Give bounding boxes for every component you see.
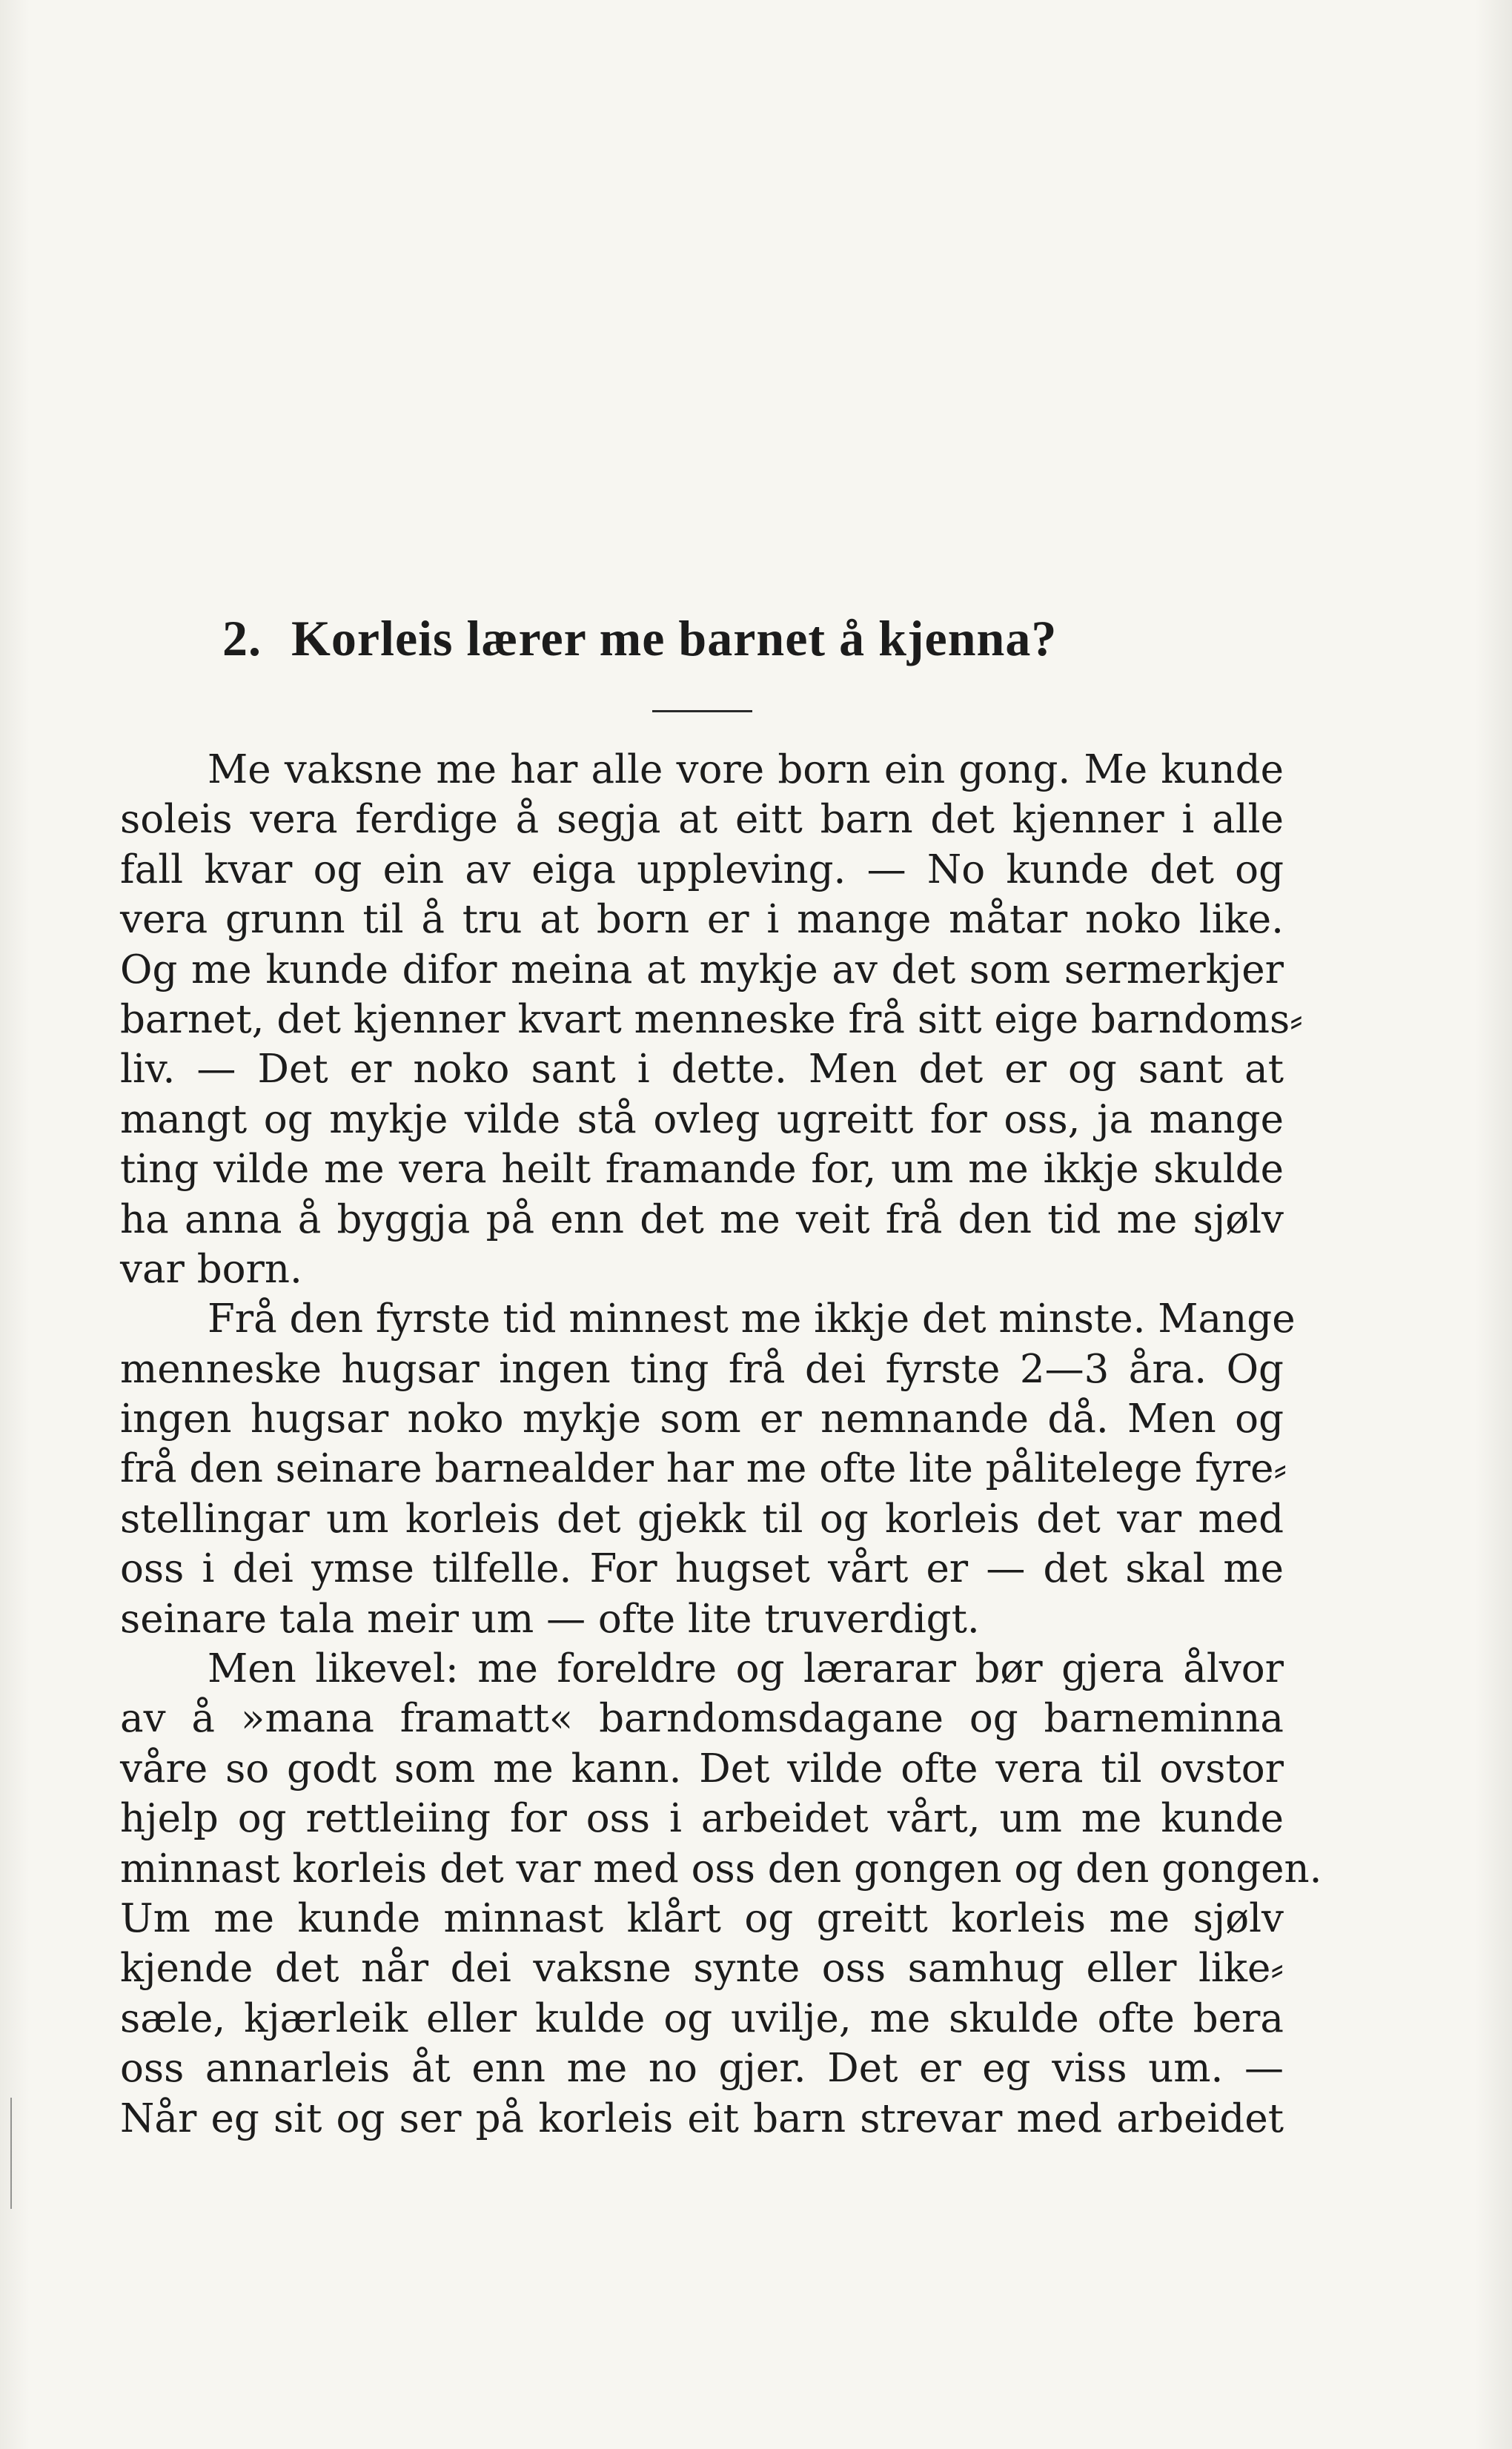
paragraph-3	[120, 1644, 1322, 2144]
text-line: ingen hugsar noko mykje som er nemnande då. Men og	[120, 1396, 1284, 1442]
text-line: Og me kunde difor meina at mykje av det som sermerkjer	[120, 947, 1284, 992]
text-line: Frå den fyrste tid minnest me ikkje det minste. Mange	[208, 1296, 1296, 1342]
text-line: frå den seinare barnealder har me ofte lite pålitelege fyre⸗	[120, 1446, 1287, 1492]
text-line: kjende det når dei vaksne synte oss samhug eller like⸗	[120, 1946, 1284, 1992]
text-line: stellingar um korleis det gjekk til og korleis det var med	[120, 1496, 1284, 1542]
text-line: av å »mana framatt« barndomsdagane og barneminna	[120, 1696, 1284, 1742]
text-line: oss i dei ymse tilfelle. For hugset vårt er — det skal me	[120, 1546, 1284, 1592]
text-line: ha anna å byggja på enn det me veit frå den tid me sjølv	[120, 1196, 1284, 1242]
scan-edge-mark	[10, 2098, 12, 2209]
text-line: Um me kunde minnast klårt og greitt korleis me sjølv	[120, 1895, 1284, 1941]
text-line: Når eg sit og ser på korleis eit barn strevar med arbeidet	[120, 2095, 1284, 2141]
text-line: vera grunn til å tru at born er i mange måtar noko like.	[120, 897, 1284, 943]
text-line: hjelp og rettleiing for oss i arbeidet vårt, um me kunde	[120, 1796, 1284, 1842]
text-line: våre so godt som me kann. Det vilde ofte vera til ovstor	[120, 1746, 1284, 1792]
text-line: Men likevel: me foreldre og lærarar bør gjera ålvor	[208, 1646, 1284, 1692]
paragraph-1	[120, 745, 1303, 1294]
chapter-number: 2.	[222, 610, 262, 666]
text-line: oss annarleis åt enn me no gjer. Det er eg viss um. —	[120, 2046, 1284, 2092]
text-line: seinare tala meir um — ofte lite truverdigt.	[120, 1596, 980, 1642]
text-line: soleis vera ferdige å segja at eitt barn det kjenner i alle	[120, 797, 1284, 843]
text-line: ting vilde me vera heilt framande for, um me ikkje skulde	[120, 1147, 1284, 1193]
text-line: fall kvar og ein av eiga uppleving. — No kunde det og	[120, 846, 1284, 892]
text-line: minnast korleis det var med oss den gongen og den gongen.	[120, 1846, 1322, 1892]
text-line: liv. — Det er noko sant i dette. Men det er og sant at	[120, 1047, 1284, 1093]
paragraph-2	[120, 1294, 1296, 1644]
text-line: Me vaksne me har alle vore born ein gong. Me kunde	[208, 747, 1284, 792]
chapter-heading	[222, 609, 1334, 668]
text-line: barnet, det kjenner kvart menneske frå sitt eige barndoms⸗	[120, 996, 1303, 1042]
text-line: mangt og mykje vilde stå ovleg ugreitt for oss, ja mange	[120, 1096, 1284, 1142]
body-text	[120, 745, 1322, 2144]
chapter-title: Korleis lærer me barnet å kjenna?	[291, 610, 1058, 666]
heading-divider	[652, 710, 752, 712]
text-line: sæle, kjærleik eller kulde og uvilje, me skulde ofte bera	[120, 1995, 1284, 2041]
text-line: var born.	[120, 1246, 302, 1292]
text-line: menneske hugsar ingen ting frå dei fyrste 2—3 åra. Og	[120, 1346, 1284, 1392]
